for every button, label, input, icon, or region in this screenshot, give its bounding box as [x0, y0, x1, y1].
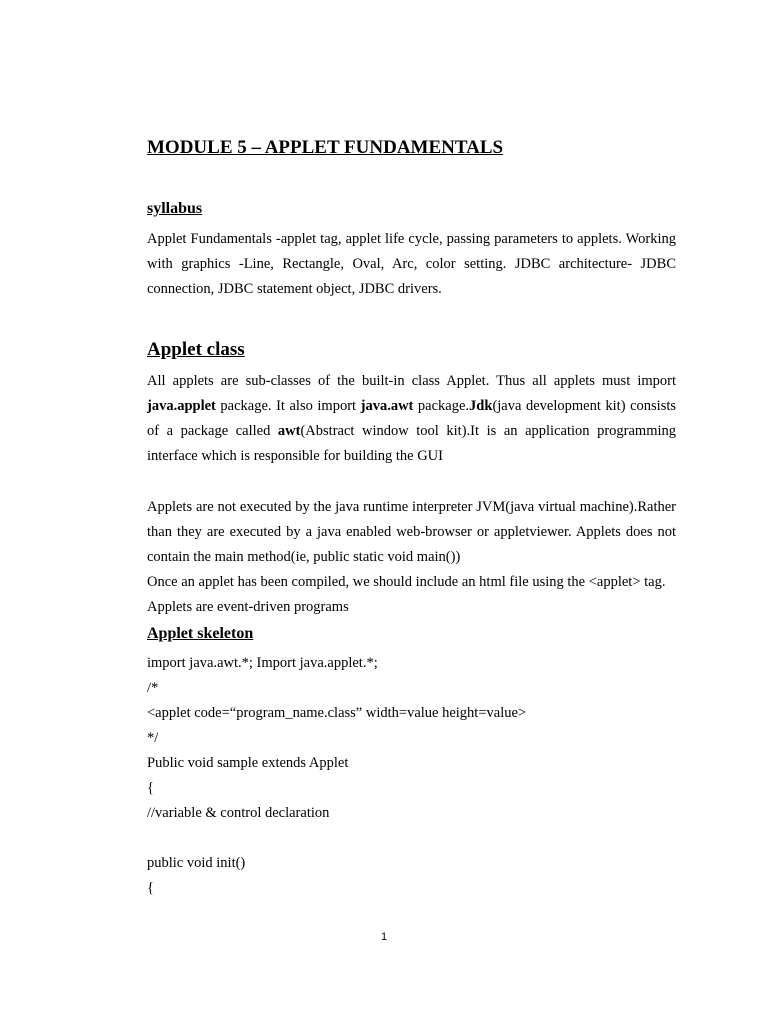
keyword-java-applet: java.applet — [147, 398, 216, 414]
applet-class-paragraph-3: Once an applet has been compiled, we should include an html file using the <applet> tag. Applets are event-driven programs — [147, 574, 666, 615]
keyword-java-awt: java.awt — [360, 398, 414, 414]
page-number: 1 — [380, 931, 388, 943]
applet-class-paragraph-2: Applets are not executed by the java runtime interpreter JVM(java virtual machine).Rather than they are executed by a java enabled web-browser or appletviewer. Applets does not contain the main method(ie, public static void main()) — [147, 499, 676, 565]
keyword-awt: awt — [277, 423, 301, 439]
code-line: /* — [147, 680, 159, 696]
applet-class-heading: Applet class — [147, 339, 245, 360]
code-line: Public void sample extends Applet — [147, 755, 349, 771]
code-line: { — [147, 880, 154, 896]
code-line: <applet code=“program_name.class” width=value height=value> — [147, 705, 527, 721]
code-line: { — [147, 780, 154, 796]
code-line: public void init() — [147, 855, 246, 871]
keyword-jdk: Jdk — [469, 398, 493, 414]
document-page — [147, 0, 676, 1024]
applet-skeleton-heading: Applet skeleton — [147, 625, 254, 642]
code-line: //variable & control declaration — [147, 805, 330, 821]
code-line: import java.awt.*; Import java.applet.*; — [147, 655, 378, 671]
code-line: */ — [147, 730, 159, 746]
applet-class-paragraph-1: All applets are sub-classes of the built-in class Applet. Thus all applets must import java.applet package. It also import java.awt package.Jdk(java development kit) consists of a package called awt(Abstract window tool kit).It is an application programming interface which is responsible for building the GUI — [147, 373, 677, 464]
syllabus-text: Applet Fundamentals -applet tag, applet life cycle, passing parameters to applets. Working with graphics -Line, Rectangle, Oval, Arc, color setting. JDBC architecture- JDBC connection, JDBC statement object, JDBC drivers. — [147, 231, 676, 297]
page-title: MODULE 5 – APPLET FUNDAMENTALS — [147, 137, 504, 158]
syllabus-heading: syllabus — [147, 200, 203, 217]
